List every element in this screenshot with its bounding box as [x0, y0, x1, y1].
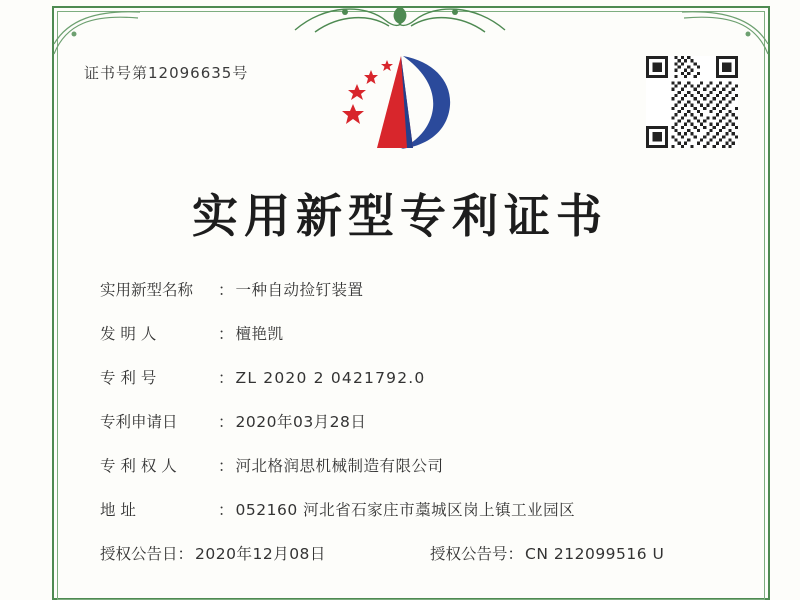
- field-application-date: [100, 410, 710, 432]
- field-utility-model-name: [100, 278, 710, 300]
- qr-code: [646, 56, 738, 148]
- field-label: 授权公告日: [100, 545, 178, 563]
- field-value: 052160 河北省石家庄市藁城区岗上镇工业园区: [235, 501, 576, 519]
- field-grant-row: [100, 542, 710, 564]
- field-patent-number: [100, 366, 710, 388]
- page-title: 实用新型专利证书: [192, 189, 608, 243]
- field-value: CN 212099516 U: [525, 545, 665, 563]
- field-colon: ：: [218, 281, 234, 299]
- field-value: ZL 2020 2 0421792.0: [235, 369, 426, 387]
- field-value: 河北格润思机械制造有限公司: [235, 457, 444, 475]
- field-colon: ：: [507, 545, 524, 563]
- field-colon: ：: [177, 545, 194, 563]
- field-colon: ：: [218, 369, 234, 387]
- field-colon: ：: [218, 457, 234, 475]
- field-label: 地 址: [100, 501, 136, 519]
- china-patent-office-emblem-icon: [315, 48, 485, 163]
- field-label: 专利申请日: [100, 413, 178, 431]
- field-label: 专 利 权 人: [100, 457, 177, 475]
- field-value: 2020年03月28日: [235, 413, 367, 431]
- field-grant-date: [100, 542, 430, 564]
- field-grant-number: [430, 542, 664, 564]
- field-value: 檀艳凯: [235, 325, 284, 343]
- field-address: [100, 498, 710, 520]
- field-label: 发 明 人: [100, 325, 157, 343]
- field-patentee: [100, 454, 710, 476]
- field-value: 2020年12月08日: [195, 545, 326, 563]
- field-label: 授权公告号: [430, 545, 508, 563]
- field-label: 实用新型名称: [100, 281, 194, 299]
- field-colon: ：: [218, 325, 234, 343]
- field-value: 一种自动捡钉装置: [235, 281, 364, 299]
- field-label: 专 利 号: [100, 369, 157, 387]
- field-inventor: [100, 322, 710, 344]
- certificate-fields: [100, 278, 710, 564]
- certificate-number: 证书号第12096635号: [84, 64, 249, 82]
- field-colon: ：: [218, 413, 234, 431]
- field-colon: ：: [218, 501, 234, 519]
